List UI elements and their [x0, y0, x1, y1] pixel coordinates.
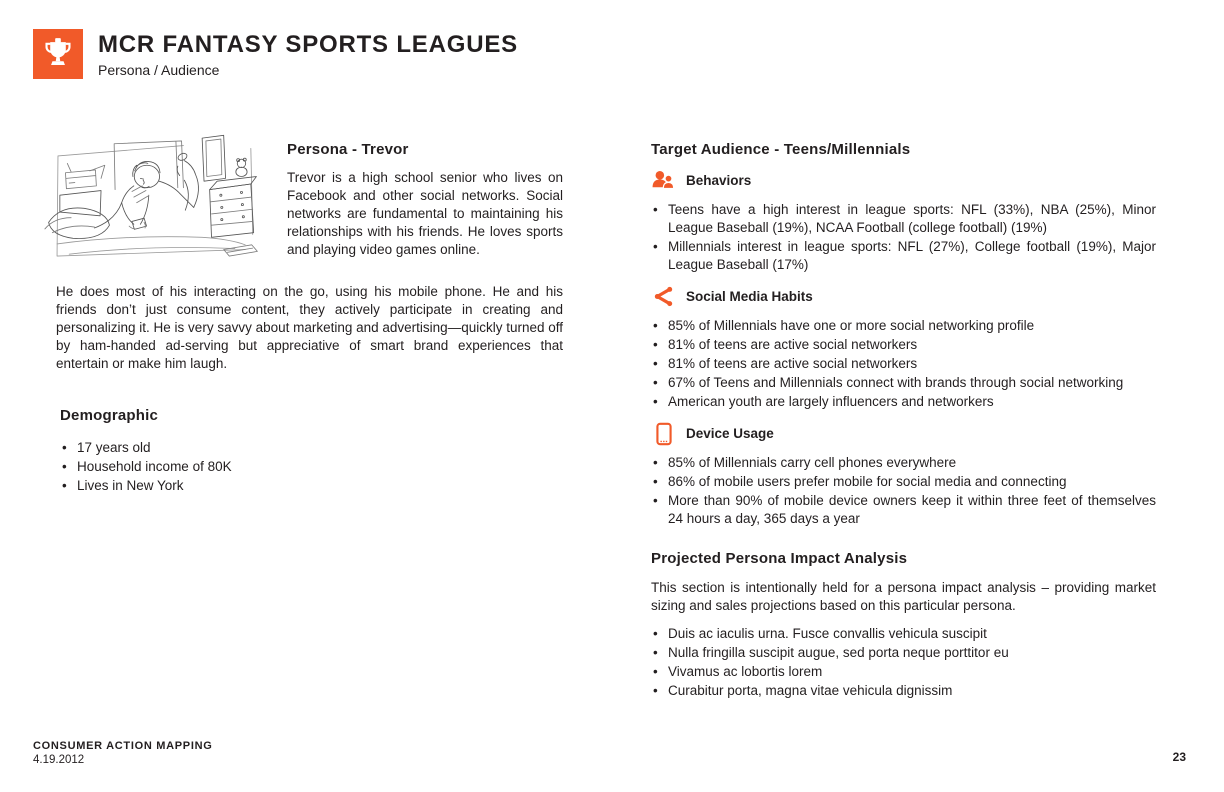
social-media-list-item: • 67% of Teens and Millennials connect with brands through social networking: [651, 374, 1156, 392]
audience-column: [651, 141, 1156, 701]
persona-section: [287, 141, 563, 259]
header: [33, 29, 518, 79]
audience-heading: Target Audience - Teens/Millennials: [651, 141, 911, 158]
social-media-section-header: [651, 284, 1156, 309]
phone-icon: [651, 422, 676, 446]
trophy-icon: [41, 35, 75, 74]
page-number: 23: [1172, 750, 1186, 764]
users-icon: [651, 169, 676, 192]
demographic-list: [60, 439, 232, 495]
social-media-title: Social Media Habits: [686, 289, 813, 304]
behaviors-list-item: • Millennials interest in league sports: NFL (27%), College football (19%), Major League Baseball (17%): [651, 238, 1156, 274]
behaviors-list: [651, 201, 1156, 274]
device-usage-section: [651, 421, 1156, 528]
demographic-list-item: • 17 years old: [60, 439, 232, 457]
impact-analysis-list-item: • Duis ac iaculis urna. Fusce convallis vehicula suscipit: [651, 625, 1156, 643]
demographic-list-item: • Lives in New York: [60, 477, 232, 495]
behaviors-section: [651, 168, 1156, 274]
page-title: MCR FANTASY SPORTS LEAGUES: [98, 31, 518, 58]
social-media-list-item: • American youth are largely influencers and networkers: [651, 393, 1156, 411]
device-usage-list-item: • More than 90% of mobile device owners keep it within three feet of themselves 24 hours a day, 365 days a year: [651, 492, 1156, 528]
persona-heading: Persona - Trevor: [287, 141, 409, 158]
social-media-list-item: • 85% of Millennials have one or more social networking profile: [651, 317, 1156, 335]
device-usage-title: Device Usage: [686, 426, 774, 441]
social-media-list-item: • 81% of teens are active social networkers: [651, 336, 1156, 354]
page-subtitle: Persona / Audience: [98, 62, 220, 79]
persona-body-paragraph: He does most of his interacting on the go, using his mobile phone. He and his friends don’t just consume content, they actively participate in creating and personalizing it. He is very savvy about marketing and advertising—quickly turned off by ham-handed ad-serving but appreciative of smart brand experiences that entertain or make him laugh.: [56, 284, 564, 371]
impact-analysis-list: [651, 625, 1156, 700]
impact-analysis-list-item: • Vivamus ac lobortis lorem: [651, 663, 1156, 681]
behaviors-title: Behaviors: [686, 173, 752, 188]
persona-sketch-image: [43, 127, 263, 270]
impact-analysis-list-item: • Nulla fringilla suscipit augue, sed porta neque porttitor eu: [651, 644, 1156, 662]
footer-left: [33, 740, 212, 766]
behaviors-list-item: • Teens have a high interest in league sports: NFL (33%), NBA (25%), Minor League Baseball (19%), NCAA Football (college football) (19%): [651, 201, 1156, 237]
impact-analysis-heading: Projected Persona Impact Analysis: [651, 550, 908, 567]
logo-tile: [33, 29, 83, 79]
device-usage-section-header: [651, 421, 1156, 446]
social-media-list: [651, 317, 1156, 411]
share-icon: [651, 286, 676, 307]
social-media-list-item: • 81% of teens are active social networkers: [651, 355, 1156, 373]
footer-project-name: CONSUMER ACTION MAPPING: [33, 740, 213, 752]
impact-analysis-section: [651, 550, 1156, 700]
social-media-section: [651, 284, 1156, 411]
impact-analysis-paragraph: This section is intentionally held for a persona impact analysis – providing market sizing and sales projections based on this particular persona.: [651, 580, 1156, 613]
demographic-section: [60, 407, 232, 496]
device-usage-list-item: • 85% of Millennials carry cell phones everywhere: [651, 454, 1156, 472]
behaviors-section-header: [651, 168, 1156, 193]
demographic-list-item: • Household income of 80K: [60, 458, 232, 476]
footer-date: 4.19.2012: [33, 754, 85, 766]
device-usage-list: [651, 454, 1156, 528]
header-text: [98, 29, 518, 78]
device-usage-list-item: • 86% of mobile users prefer mobile for social media and connecting: [651, 473, 1156, 491]
demographic-heading: Demographic: [60, 407, 159, 424]
persona-intro-paragraph: Trevor is a high school senior who lives on Facebook and other social networks. Social networks are fundamental to maintaining his relationships with his friends. He loves sports and playing video games online.: [287, 170, 563, 257]
impact-analysis-list-item: • Curabitur porta, magna vitae vehicula dignissim: [651, 682, 1156, 700]
